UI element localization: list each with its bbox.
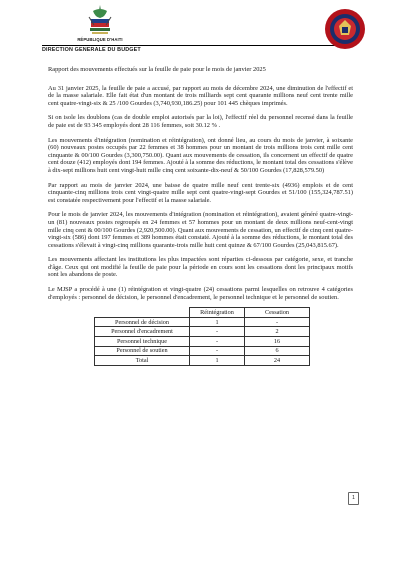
cessation-cell: 16 xyxy=(245,337,310,347)
paragraph-mjsp: Le MJSP a procédé à une (1) réintégration et vingt-quatre (24) cessations parmi lesquelles on retrouve 4 catégories d'employés : personnel de décision, le personnel d'encadrement, le personnel technique et le personnel de soutien. xyxy=(48,286,353,301)
cessation-cell: 24 xyxy=(245,356,310,366)
ministry-seal-icon xyxy=(324,8,366,50)
paragraph-comparison: Par rapport au mois de janvier 2024, une baisse de quatre mille neuf cent trente-six (4936) emplois et de cent cinquante-cinq millions trois cent vingt-quatre mille sept cent quatre-vingt-sept Gourdes et 51/100 (155,324,787.51) est constatée respectivement pour l'effectif et la masse salariale. xyxy=(48,181,353,204)
table-row xyxy=(95,337,310,347)
direction-title: DIRECTION GENERALE DU BUDGET xyxy=(42,47,141,53)
column-header-reintegration: Réintégration xyxy=(190,308,245,318)
table-corner xyxy=(95,308,190,318)
report-body xyxy=(48,66,353,366)
cessation-cell: - xyxy=(245,317,310,327)
row-label: Personnel technique xyxy=(95,337,190,347)
paragraph-effectif: Si on isole les doublons (cas de double emploi autorisés par la loi), l'effectif réel du personnel recensé dans la feuille de paie est de 93 345 employés dont 28 116 femmes, soit 30.12 % . xyxy=(48,114,353,129)
cessation-cell: 2 xyxy=(245,327,310,337)
table-row xyxy=(95,327,310,337)
header-rule xyxy=(42,45,342,46)
column-header-cessation: Cessation xyxy=(245,308,310,318)
row-label: Total xyxy=(95,356,190,366)
row-label: Personnel d'encadrement xyxy=(95,327,190,337)
table-header-row xyxy=(95,308,310,318)
table-total-row xyxy=(95,356,310,366)
row-label: Personnel de soutien xyxy=(95,346,190,356)
paragraph-summary: Au 31 janvier 2025, la feuille de paie a accusé, par rapport au mois de décembre 2024, une diminution de l'effectif et de la masse salariale. Elle fait état d'un montant de trois milliards sept cent quarante millions neuf cent trente mille cent quatre-vingt-six & 25 /100 Gourdes (3,740,930,186.25) pour 101 445 chèques imprimés. xyxy=(48,84,353,107)
report-title: Rapport des mouvements effectués sur la feuille de paie pour le mois de janvier 2025 xyxy=(48,66,266,73)
page-header xyxy=(0,0,400,60)
page-number: 1 xyxy=(348,492,359,505)
movements-table xyxy=(94,307,310,366)
paragraph-institutions: Les mouvements affectant les institutions les plus impactées sont réparties ci-dessous par catégorie, sexe, et tranche d'âge. Ceux qui ont modifié la feuille de paie pour la période en cours sont les cessations dont les principaux motifs sont les abandons de poste. xyxy=(48,256,353,279)
republic-label: RÉPUBLIQUE D'HAITI xyxy=(77,37,123,42)
row-label: Personnel de décision xyxy=(95,317,190,327)
reintegration-cell: - xyxy=(190,337,245,347)
reintegration-cell: 1 xyxy=(190,317,245,327)
reintegration-cell: - xyxy=(190,346,245,356)
cessation-cell: 6 xyxy=(245,346,310,356)
paragraph-integration: Les mouvements d'intégration (nomination et réintégration), ont donné lieu, au cours du mois de janvier, à soixante (60) nouveaux postes occupés par 22 femmes et 38 hommes pour un montant de trois millions trois cent mille cent cinquante & 00/100 Gourdes (3,300,750.00). Quant aux mouvements de cessation, ils concernent un effectif de quatre cent douze (412) employés dont 194 femmes. Ajouté à la somme des réductions, le montant total des cessations s'élève à dix-sept millions huit cent vingt-huit mille cinq cent soixante-dix-neuf & 50/100 Gourdes (17,828,579.50) xyxy=(48,136,353,174)
table-row xyxy=(95,317,310,327)
reintegration-cell: 1 xyxy=(190,356,245,366)
reintegration-cell: - xyxy=(190,327,245,337)
haiti-coat-of-arms-icon xyxy=(85,3,115,37)
paragraph-january-2024: Pour le mois de janvier 2024, les mouvements d'intégration (nomination et réintégration), avaient généré quatre-vingt-un (81) nouveaux postes regroupés en 24 femmes et 57 hommes pour un montant de deux millions neuf-cent-vingt mille cinq cent & 00/100 Gourdes (2,920,500.00). Quant aux mouvements de cessation, un effectif de cinq cent quatre-vingt-six (586) dont 197 femmes et 389 hommes était constaté. Ajouté à la somme des réductions, le montant total des cessations s'élevait à vingt-cinq millions quarante-trois mille huit cent quinze & 67/100 Gourdes (25,043,815.67). xyxy=(48,211,353,249)
table-row xyxy=(95,346,310,356)
